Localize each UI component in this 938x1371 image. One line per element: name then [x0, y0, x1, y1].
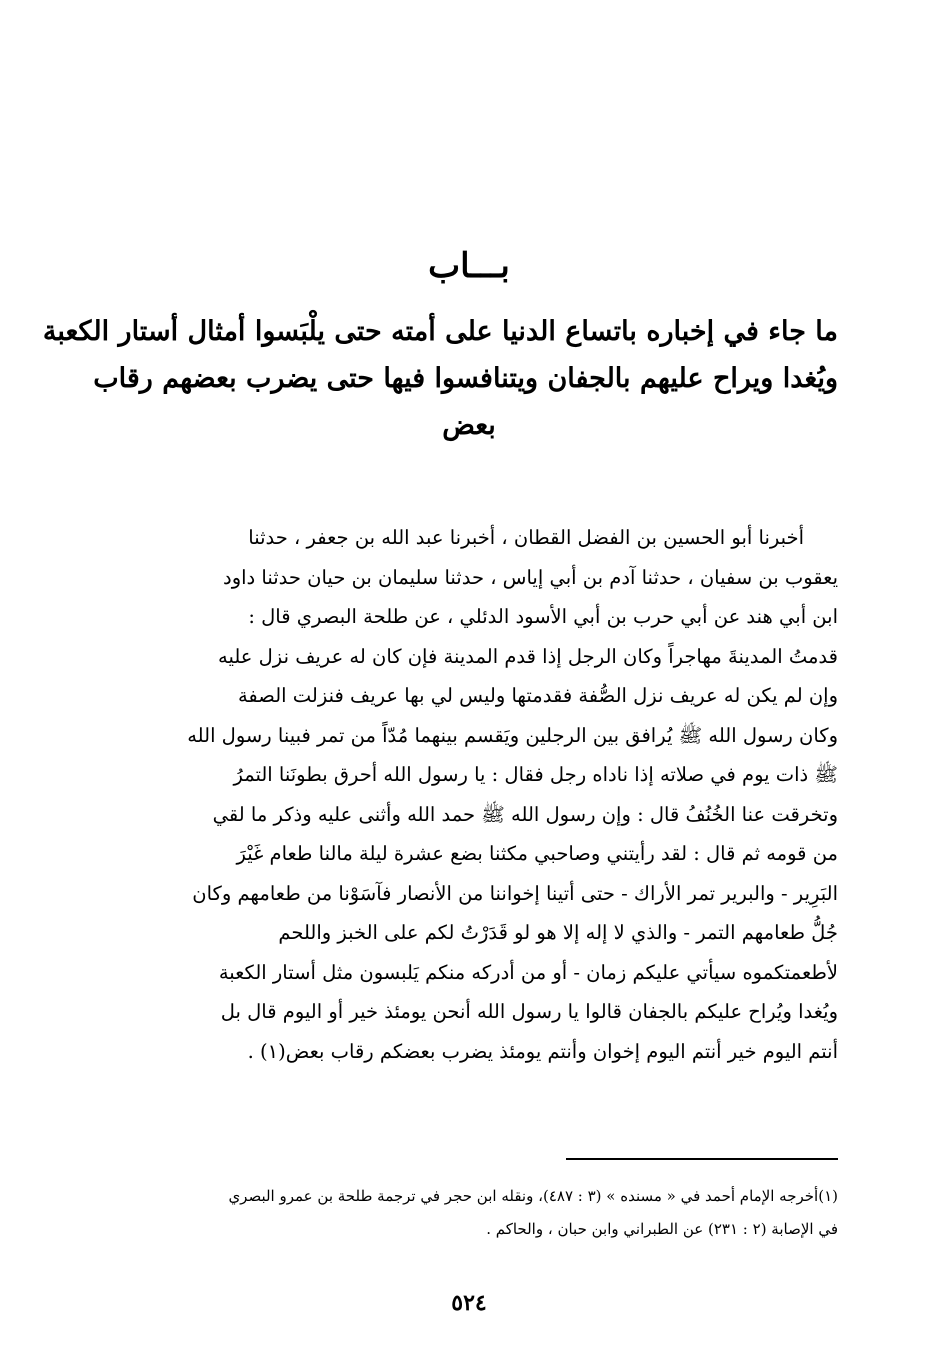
text-line: يعقوب بن سفيان ، حدثنا آدم بن أبي إياس ، حدثنا سليمان بن حيان حدثنا داود	[223, 565, 838, 589]
text-line: لأطعمتكموه سيأتي عليكم زمان - أو من أدركه منكم يَلبسون مثل أستار الكعبة	[218, 960, 838, 984]
text-line: وإن لم يكن له عريف نزل الصُّفة فقدمتها وليس لي بها عريف فنزلت الصفة	[237, 684, 838, 707]
text-line: من قومه ثم قال : لقد رأيتني وصاحبي مكثنا بضع عشرة ليلة مالنا طعام غَيْرَ	[236, 842, 838, 865]
text-line: ﷺ ذات يوم في صلاته إذا ناداه رجل فقال : يا رسول الله أحرق بطونَنا التمرُ	[233, 763, 838, 786]
text-line: قدمتُ المدينةَ مهاجراً وكان الرجل إذا قدم المدينة فإن كان له عريف نزل عليه	[218, 644, 838, 668]
text-line: وتخرقت عنا الخُنُفُ قال : وإن رسول الله ﷺ حمد الله وأثنى عليه وذكر ما لقي	[212, 802, 838, 826]
text-line: ويُغدا ويُراح عليكم بالجفان قالوا يا رسول الله أنحن يومئذ خير أو اليوم قال بل	[220, 1000, 838, 1023]
chapter-title-line: ما جاء في إخباره باتساع الدنيا على أمته حتى يلْبَسوا أمثال أستار الكعبة	[42, 316, 838, 347]
text-line: أنتم اليوم خير أنتم اليوم إخوان وأنتم يومئذ يضرب بعضكم رقاب بعض(١) .	[247, 1039, 838, 1063]
footnote-line: في الإصابة (٢ : ٢٣١) عن الطبراني وابن حبان ، والحاكم .	[486, 1220, 838, 1238]
chapter-title	[42, 308, 838, 449]
page-number: ٥٢٤	[451, 1290, 487, 1316]
chapter-heading: بـــاب	[428, 246, 510, 286]
text-line: ابن أبي هند عن أبي حرب بن أبي الأسود الدئلي ، عن طلحة البصري قال :	[248, 605, 838, 628]
chapter-title-line: بعض	[442, 410, 496, 441]
main-text	[100, 518, 838, 1071]
text-line: جُلُّ طعامهم التمر - والذي لا إله إلا هو لو قَدَرْتُ لكم على الخبز واللحم	[278, 921, 838, 944]
footnote-separator	[566, 1158, 838, 1160]
text-line: وكان رسول الله ﷺ يُرافق بين الرجلين ويَقسم بينهما مُدّاً من تمر فبينا رسول الله	[187, 723, 838, 747]
text-line: البَرِير - والبرير تمر الأراك - حتى أتينا إخواننا من الأنصار فآسَوْنا من طعامهم وكان	[192, 881, 838, 905]
chapter-title-line: ويُغدا ويراح عليهم بالجفان ويتنافسوا فيها حتى يضرب بعضهم رقاب	[93, 363, 838, 394]
footnote-line: (١)أخرجه الإمام أحمد في « مسنده » (٣ : ٤٨٧)، ونقله ابن حجر في ترجمة طلحة بن عمرو البصري	[228, 1187, 838, 1205]
text-line: أخبرنا أبو الحسين بن الفضل القطان ، أخبرنا عبد الله بن جعفر ، حدثنا	[248, 526, 804, 549]
footnote	[100, 1180, 838, 1246]
